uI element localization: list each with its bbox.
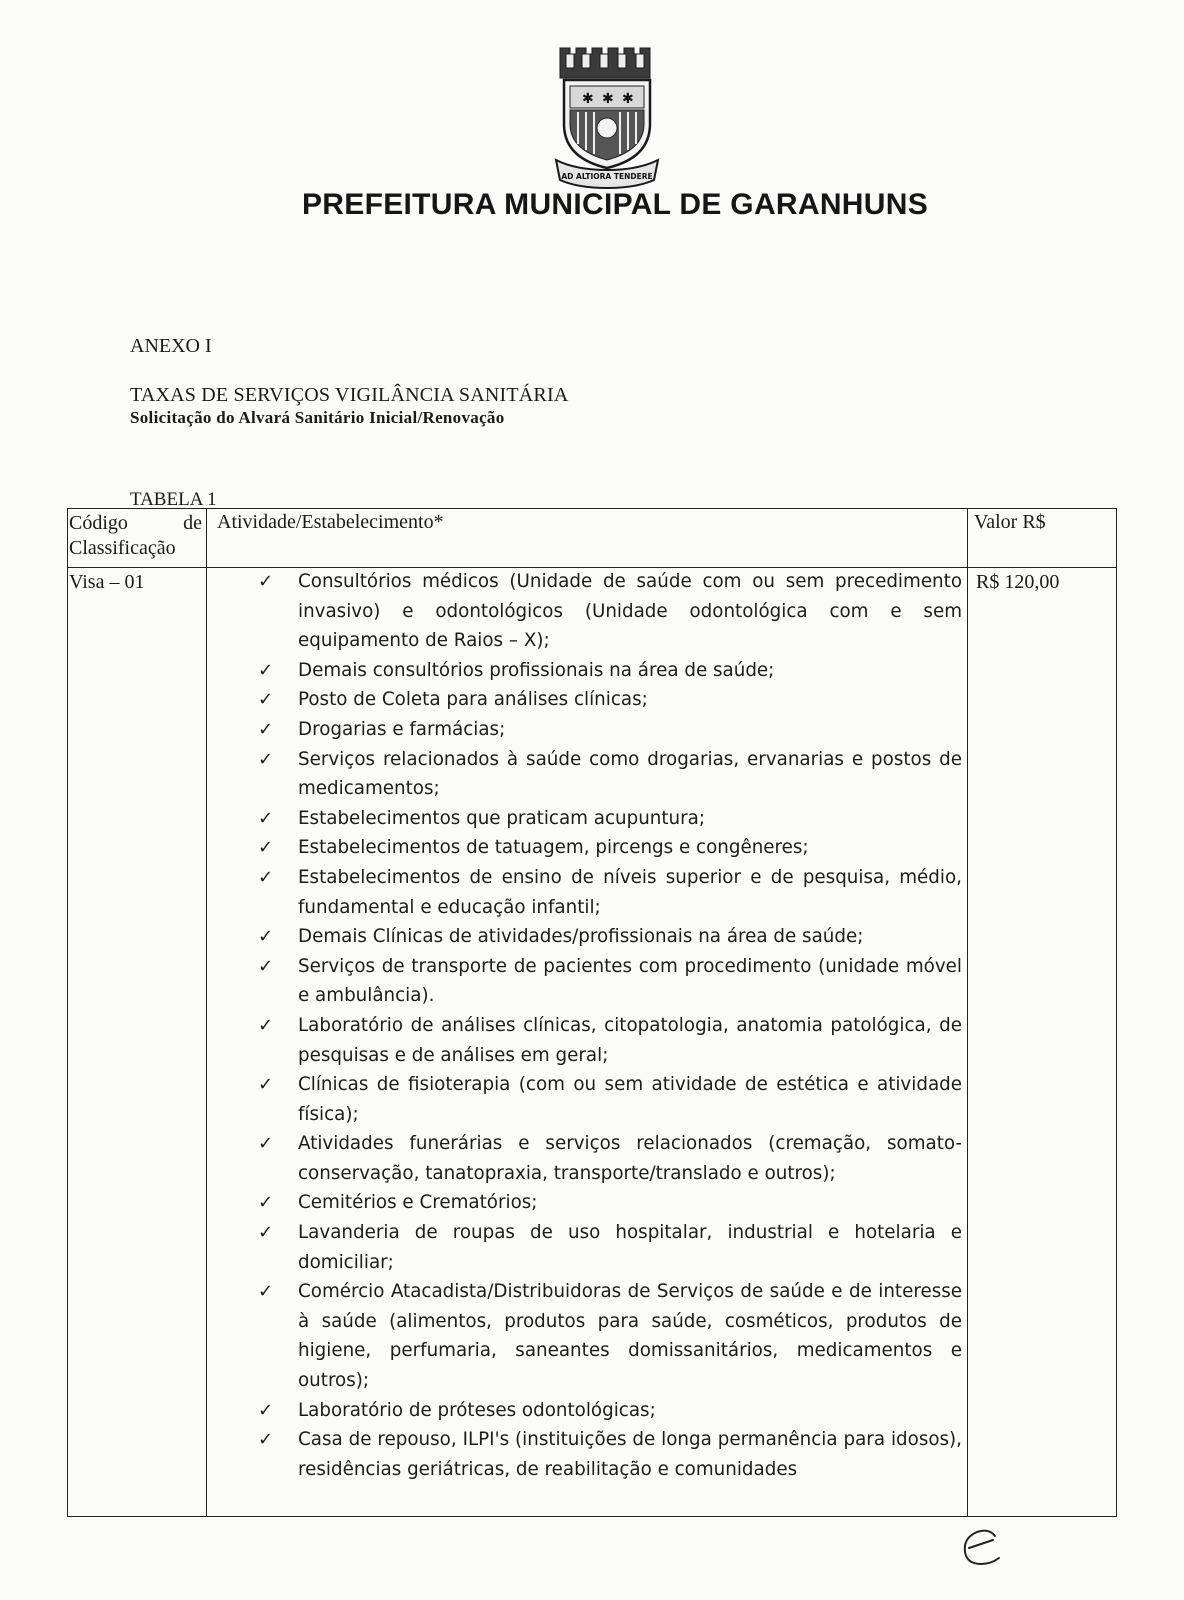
list-item: ✓ Serviços relacionados à saúde como drogarias, ervanarias e postos de medicamentos; <box>258 745 962 804</box>
check-icon: ✓ <box>258 955 274 977</box>
list-item: ✓ Estabelecimentos de tatuagem, pircengs e congêneres; <box>258 833 962 863</box>
code-header-word: Código <box>69 512 128 534</box>
check-icon: ✓ <box>258 689 274 711</box>
list-item: ✓ Estabelecimentos que praticam acupuntura; <box>258 804 962 834</box>
list-item: ✓ Casa de repouso, ILPI's (instituições de longa permanência para idosos), residências geriátricas, de reabilitação e comunidades <box>258 1425 962 1484</box>
list-item: ✓ Demais Clínicas de atividades/profissionais na área de saúde; <box>258 922 962 952</box>
classification-code: Visa – 01 <box>69 571 145 593</box>
list-item: ✓ Comércio Atacadista/Distribuidoras de Serviços de saúde e de interesse à saúde (alimentos, produtos para saúde, cosméticos, produtos de higiene, perfumaria, saneantes domissanitários, medicamentos e outros); <box>258 1277 962 1395</box>
coat-of-arms-logo <box>552 40 662 190</box>
column-header-activity: Atividade/Estabelecimento* <box>217 511 444 533</box>
check-icon: ✓ <box>258 1014 274 1036</box>
request-subheading: Solicitação do Alvará Sanitário Inicial/Renovação <box>130 408 505 427</box>
list-item: ✓ Posto de Coleta para análises clínicas; <box>258 685 962 715</box>
check-icon: ✓ <box>258 718 274 740</box>
check-icon: ✓ <box>258 837 274 859</box>
fee-value: R$ 120,00 <box>976 571 1060 593</box>
list-item: ✓ Cemitérios e Crematórios; <box>258 1188 962 1218</box>
check-icon: ✓ <box>258 807 274 829</box>
check-icon: ✓ <box>258 1222 274 1244</box>
check-icon: ✓ <box>258 659 274 681</box>
column-header-code <box>68 511 206 561</box>
list-item: ✓ Laboratório de análises clínicas, citopatologia, anatomia patológica, de pesquisas e de análises em geral; <box>258 1011 962 1070</box>
handwritten-initial <box>955 1522 1005 1572</box>
list-item: ✓ Lavanderia de roupas de uso hospitalar, industrial e hotelaria e domiciliar; <box>258 1218 962 1277</box>
check-icon: ✓ <box>258 1399 274 1421</box>
list-item: ✓ Atividades funerárias e serviços relacionados (cremação, somato-conservação, tanatopraxia, transporte/translado e outros); <box>258 1129 962 1188</box>
list-item: ✓ Demais consultórios profissionais na área de saúde; <box>258 656 962 686</box>
check-icon: ✓ <box>258 1074 274 1096</box>
list-item: ✓ Clínicas de fisioterapia (com ou sem atividade de estética e atividade física); <box>258 1070 962 1129</box>
list-item: ✓ Serviços de transporte de pacientes com procedimento (unidade móvel e ambulância). <box>258 952 962 1011</box>
code-header-word: de <box>183 512 202 534</box>
list-item: ✓ Estabelecimentos de ensino de níveis superior e de pesquisa, médio, fundamental e educação infantil; <box>258 863 962 922</box>
check-icon: ✓ <box>258 1133 274 1155</box>
check-icon: ✓ <box>258 926 274 948</box>
check-icon: ✓ <box>258 1429 274 1451</box>
svg-text:✱: ✱ <box>622 91 634 107</box>
activity-list <box>258 567 962 1484</box>
fees-table <box>67 508 1117 1517</box>
table-caption: TABELA 1 <box>130 489 217 510</box>
taxes-heading: TAXAS DE SERVIÇOS VIGILÂNCIA SANITÁRIA <box>130 384 569 406</box>
svg-text:✱: ✱ <box>602 91 614 107</box>
list-item: ✓ Consultórios médicos (Unidade de saúde com ou sem precedimento invasivo) e odontológicos (Unidade odontológica com e sem equipamento de Raios – X); <box>258 567 962 656</box>
svg-text:✱: ✱ <box>582 91 594 107</box>
check-icon: ✓ <box>258 748 274 770</box>
check-icon: ✓ <box>258 1281 274 1303</box>
column-header-value: Valor R$ <box>974 511 1046 533</box>
crest-motto: AD ALTIORA TENDERE <box>561 172 653 181</box>
check-icon: ✓ <box>258 571 274 592</box>
check-icon: ✓ <box>258 1192 274 1214</box>
column-divider <box>206 509 207 1516</box>
code-header-word: Classificação <box>69 537 176 559</box>
annex-label: ANEXO I <box>130 335 212 357</box>
list-item: ✓ Drogarias e farmácias; <box>258 715 962 745</box>
page-title: PREFEITURA MUNICIPAL DE GARANHUNS <box>301 188 929 221</box>
column-divider <box>967 509 968 1516</box>
check-icon: ✓ <box>258 866 274 888</box>
list-item: ✓ Laboratório de próteses odontológicas; <box>258 1396 962 1426</box>
